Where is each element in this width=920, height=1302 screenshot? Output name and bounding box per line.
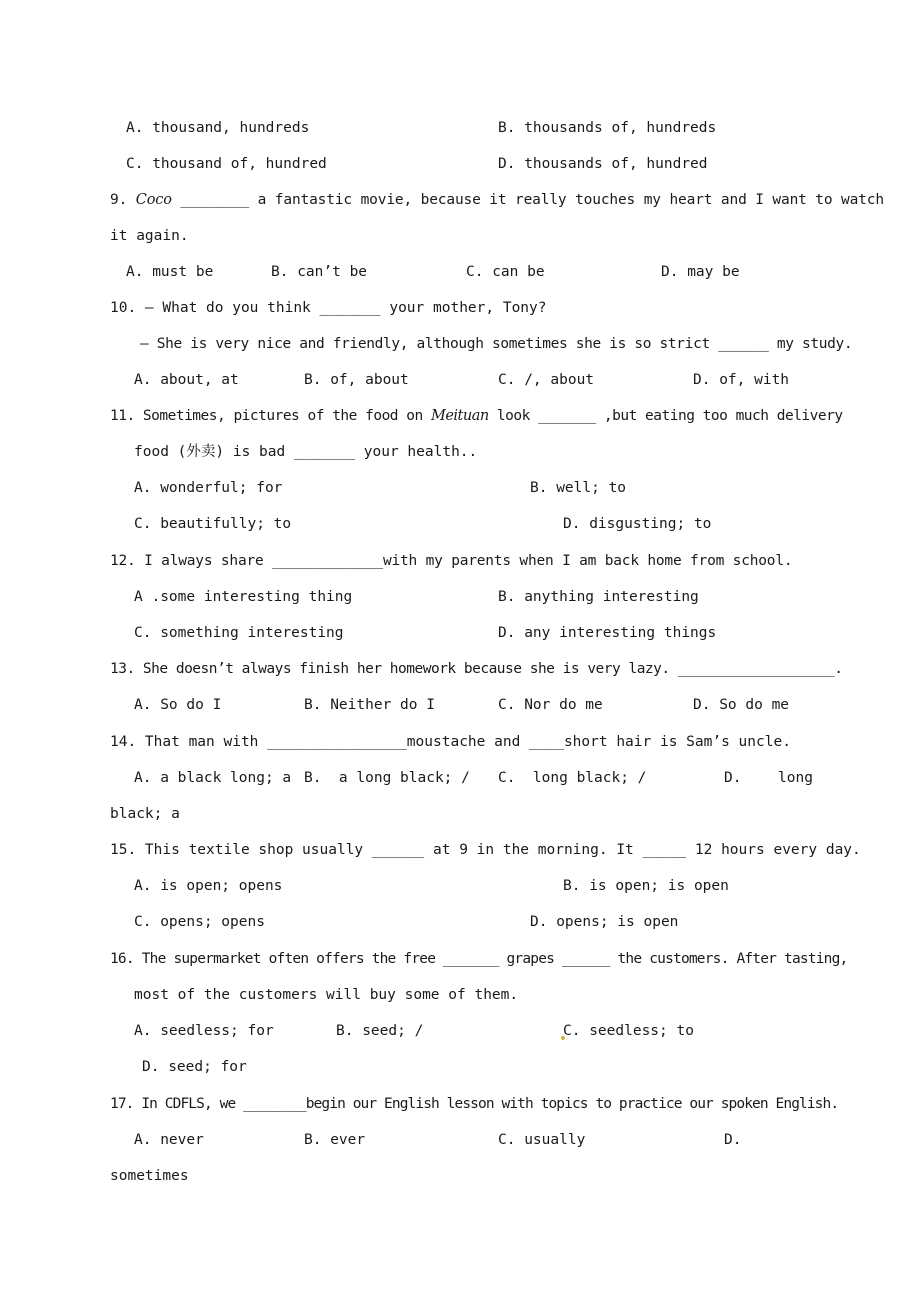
q12-option-d: D. any interesting things — [498, 625, 717, 641]
q14-option-c: C. long black; / — [498, 770, 647, 786]
q13-stem: 13. She doesn’t always finish her homework because she is very lazy. ___________________. — [110, 661, 843, 677]
q11-option-a: A. wonderful; for — [134, 480, 283, 496]
q8-option-a: A. thousand, hundreds — [126, 120, 310, 136]
q17-option-d-label: D. — [724, 1132, 742, 1148]
q11-option-d: D. disgusting; to — [563, 516, 712, 532]
q9-option-c: C. can be — [466, 264, 545, 280]
q16-option-c: C. seedless; to — [563, 1023, 694, 1039]
q11-stem: 11. Sometimes, pictures of the food on Meituan look _______ ,but eating too much delivery — [110, 408, 843, 424]
q12-option-b: B. anything interesting — [498, 589, 699, 605]
q10-stem-line2: – She is very nice and friendly, although sometimes she is so strict ______ my study. — [140, 336, 853, 352]
q8-option-b: B. thousands of, hundreds — [498, 120, 717, 136]
q16-stem-line2: most of the customers will buy some of them. — [134, 987, 519, 1003]
q16-option-a: A. seedless; for — [134, 1023, 274, 1039]
q14-option-d-label: D. — [724, 770, 742, 786]
q12-option-c: C. something interesting — [134, 625, 344, 641]
q16-option-d: D. seed; for — [142, 1059, 247, 1075]
q10-stem: 10. – What do you think _______ your mother, Tony? — [110, 300, 547, 316]
q10-option-a: A. about, at — [134, 372, 239, 388]
q14-stem: 14. That man with ________________moustache and ____short hair is Sam’s uncle. — [110, 734, 791, 750]
q14-option-a: A. a black long; a — [134, 770, 292, 786]
q15-option-a: A. is open; opens — [134, 878, 283, 894]
q10-option-b: B. of, about — [304, 372, 409, 388]
q8-option-c: C. thousand of, hundred — [126, 156, 327, 172]
q15-option-b: B. is open; is open — [563, 878, 729, 894]
q17-option-b: B. ever — [304, 1132, 366, 1148]
q11-stem-line2: food (外卖) is bad _______ your health.. — [134, 444, 478, 460]
q16-option-b: B. seed; / — [336, 1023, 424, 1039]
q13-option-b: B. Neither do I — [304, 697, 435, 713]
q17-stem: 17. In CDFLS, we ________begin our English lesson with topics to practice our spoken English. — [110, 1096, 839, 1112]
q13-option-c: C. Nor do me — [498, 697, 603, 713]
q8-option-d: D. thousands of, hundred — [498, 156, 708, 172]
q15-option-d: D. opens; is open — [530, 914, 679, 930]
q9-movie-title: Coco — [135, 192, 172, 208]
q14-option-b: B. a long black; / — [304, 770, 470, 786]
q15-stem: 15. This textile shop usually ______ at 9 in the morning. It _____ 12 hours every day. — [110, 842, 861, 858]
q10-option-d: D. of, with — [693, 372, 790, 388]
q13-option-a: A. So do I — [134, 697, 222, 713]
q12-stem: 12. I always share _____________with my parents when I am back home from school. — [110, 553, 793, 569]
q16-stem: 16. The supermarket often offers the free _______ grapes ______ the customers. After tasting, — [110, 951, 848, 967]
q9-stem-line2: it again. — [110, 228, 189, 244]
q15-option-c: C. opens; opens — [134, 914, 265, 930]
q9-option-b: B. can’t be — [271, 264, 368, 280]
q17-option-d-wrap: sometimes — [110, 1168, 189, 1184]
q11-option-b: B. well; to — [530, 480, 627, 496]
q17-option-c: C. usually — [498, 1132, 586, 1148]
q12-option-a: A .some interesting thing — [134, 589, 353, 605]
q14-option-d-word: long — [778, 770, 813, 786]
q10-option-c: C. /, about — [498, 372, 595, 388]
q9-option-a: A. must be — [126, 264, 214, 280]
q13-option-d: D. So do me — [693, 697, 790, 713]
q9-option-d: D. may be — [661, 264, 740, 280]
q11-app-name: Meituan — [430, 408, 489, 424]
q14-option-d-wrap: black; a — [110, 806, 180, 822]
q11-option-c: C. beautifully; to — [134, 516, 292, 532]
q9-stem: 9. Coco ________ a fantastic movie, because it really touches my heart and I want to watch — [110, 192, 884, 208]
q17-option-a: A. never — [134, 1132, 204, 1148]
